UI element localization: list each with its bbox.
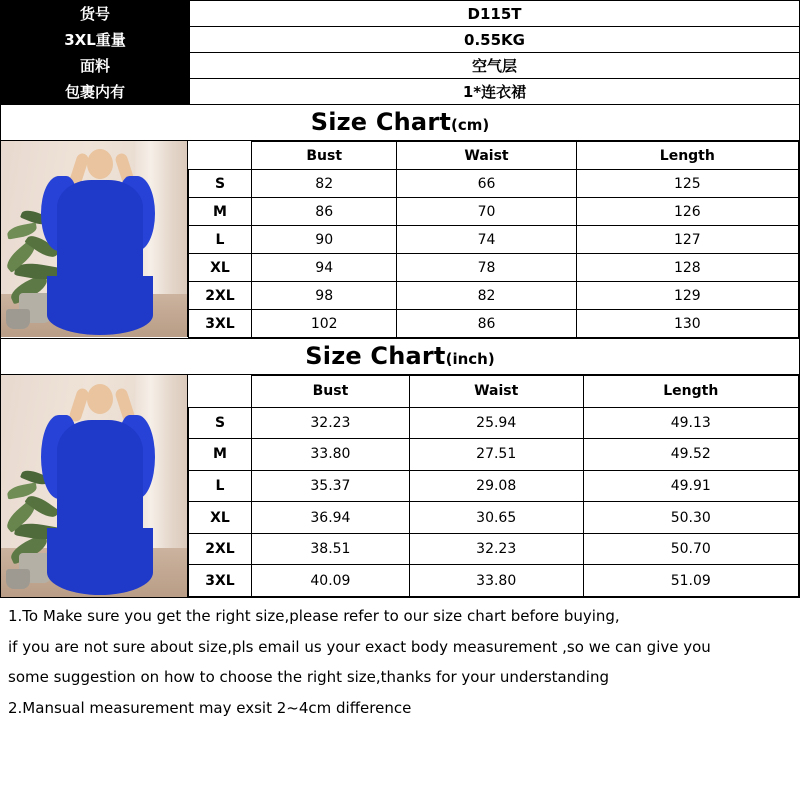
length-value: 49.91 xyxy=(583,470,798,502)
size-label: 3XL xyxy=(189,310,252,338)
size-label: 2XL xyxy=(189,282,252,310)
length-value: 128 xyxy=(576,254,798,282)
table-row xyxy=(189,533,799,565)
table-row xyxy=(1,79,800,105)
table-row xyxy=(189,310,799,338)
size-chart-unit: (cm) xyxy=(451,116,490,134)
spec-value: 0.55KG xyxy=(190,27,800,53)
table-header-row xyxy=(189,142,799,170)
spec-label: 包裹内有 xyxy=(1,79,190,105)
corner-cell xyxy=(189,142,252,170)
note-line: if you are not sure about size,pls email us your exact body measurement ,so we can give you xyxy=(8,637,711,656)
column-header-bust: Bust xyxy=(252,142,397,170)
spec-label: 3XL重量 xyxy=(1,27,190,53)
spec-value: 1*连衣裙 xyxy=(190,79,800,105)
column-header-length: Length xyxy=(576,142,798,170)
waist-value: 25.94 xyxy=(409,407,583,439)
waist-value: 70 xyxy=(397,198,576,226)
size-label: 2XL xyxy=(189,533,252,565)
waist-value: 27.51 xyxy=(409,439,583,471)
waist-value: 82 xyxy=(397,282,576,310)
size-table-cm xyxy=(188,141,799,338)
table-row xyxy=(189,170,799,198)
dress-photo-illustration xyxy=(1,141,187,337)
table-row xyxy=(189,565,799,597)
size-chart-cm-block xyxy=(0,141,800,339)
length-value: 130 xyxy=(576,310,798,338)
measurement-notes xyxy=(0,598,800,716)
size-label: L xyxy=(189,470,252,502)
size-chart-unit: (inch) xyxy=(445,350,495,368)
table-row xyxy=(189,439,799,471)
table-header-row xyxy=(189,376,799,408)
size-chart-title: Size Chart xyxy=(310,108,452,136)
size-chart-inch-heading xyxy=(0,339,800,375)
length-value: 129 xyxy=(576,282,798,310)
bust-value: 90 xyxy=(252,226,397,254)
bust-value: 35.37 xyxy=(252,470,410,502)
waist-value: 30.65 xyxy=(409,502,583,534)
size-table-inch xyxy=(188,375,799,597)
product-photo-cm xyxy=(1,141,188,337)
length-value: 125 xyxy=(576,170,798,198)
waist-value: 33.80 xyxy=(409,565,583,597)
bust-value: 36.94 xyxy=(252,502,410,534)
corner-cell xyxy=(189,376,252,408)
spec-label: 面料 xyxy=(1,53,190,79)
waist-value: 78 xyxy=(397,254,576,282)
waist-value: 29.08 xyxy=(409,470,583,502)
length-value: 51.09 xyxy=(583,565,798,597)
note-line: 1.To Make sure you get the right size,please refer to our size chart before buying, xyxy=(8,607,620,625)
size-label: S xyxy=(189,407,252,439)
length-value: 50.30 xyxy=(583,502,798,534)
table-row xyxy=(189,502,799,534)
waist-value: 32.23 xyxy=(409,533,583,565)
table-row xyxy=(189,282,799,310)
table-row xyxy=(1,1,800,27)
bust-value: 40.09 xyxy=(252,565,410,597)
note-line: some suggestion on how to choose the right size,thanks for your understanding xyxy=(8,668,609,686)
length-value: 50.70 xyxy=(583,533,798,565)
size-label: S xyxy=(189,170,252,198)
size-label: XL xyxy=(189,502,252,534)
bust-value: 98 xyxy=(252,282,397,310)
note-line: 2.Mansual measurement may exsit 2~4cm difference xyxy=(8,698,412,717)
size-chart-inch-block xyxy=(0,375,800,598)
size-label: XL xyxy=(189,254,252,282)
spec-value: 空气层 xyxy=(190,53,800,79)
waist-value: 66 xyxy=(397,170,576,198)
size-label: M xyxy=(189,198,252,226)
bust-value: 86 xyxy=(252,198,397,226)
product-photo-inch xyxy=(1,375,188,597)
column-header-waist: Waist xyxy=(397,142,576,170)
bust-value: 94 xyxy=(252,254,397,282)
bust-value: 82 xyxy=(252,170,397,198)
size-chart-title: Size Chart xyxy=(305,342,446,370)
bust-value: 38.51 xyxy=(252,533,410,565)
table-row xyxy=(1,27,800,53)
length-value: 127 xyxy=(576,226,798,254)
column-header-length: Length xyxy=(583,376,798,408)
size-label: L xyxy=(189,226,252,254)
table-row xyxy=(189,198,799,226)
length-value: 49.52 xyxy=(583,439,798,471)
waist-value: 74 xyxy=(397,226,576,254)
bust-value: 32.23 xyxy=(252,407,410,439)
table-row xyxy=(189,254,799,282)
waist-value: 86 xyxy=(397,310,576,338)
column-header-waist: Waist xyxy=(409,376,583,408)
length-value: 49.13 xyxy=(583,407,798,439)
bust-value: 33.80 xyxy=(252,439,410,471)
size-label: M xyxy=(189,439,252,471)
table-row xyxy=(1,53,800,79)
spec-value: D115T xyxy=(190,1,800,27)
length-value: 126 xyxy=(576,198,798,226)
table-row xyxy=(189,407,799,439)
product-spec-table xyxy=(0,0,800,105)
spec-label: 货号 xyxy=(1,1,190,27)
table-row xyxy=(189,226,799,254)
column-header-bust: Bust xyxy=(252,376,410,408)
table-row xyxy=(189,470,799,502)
size-chart-cm-heading xyxy=(0,105,800,141)
bust-value: 102 xyxy=(252,310,397,338)
dress-photo-illustration xyxy=(1,375,187,597)
size-label: 3XL xyxy=(189,565,252,597)
